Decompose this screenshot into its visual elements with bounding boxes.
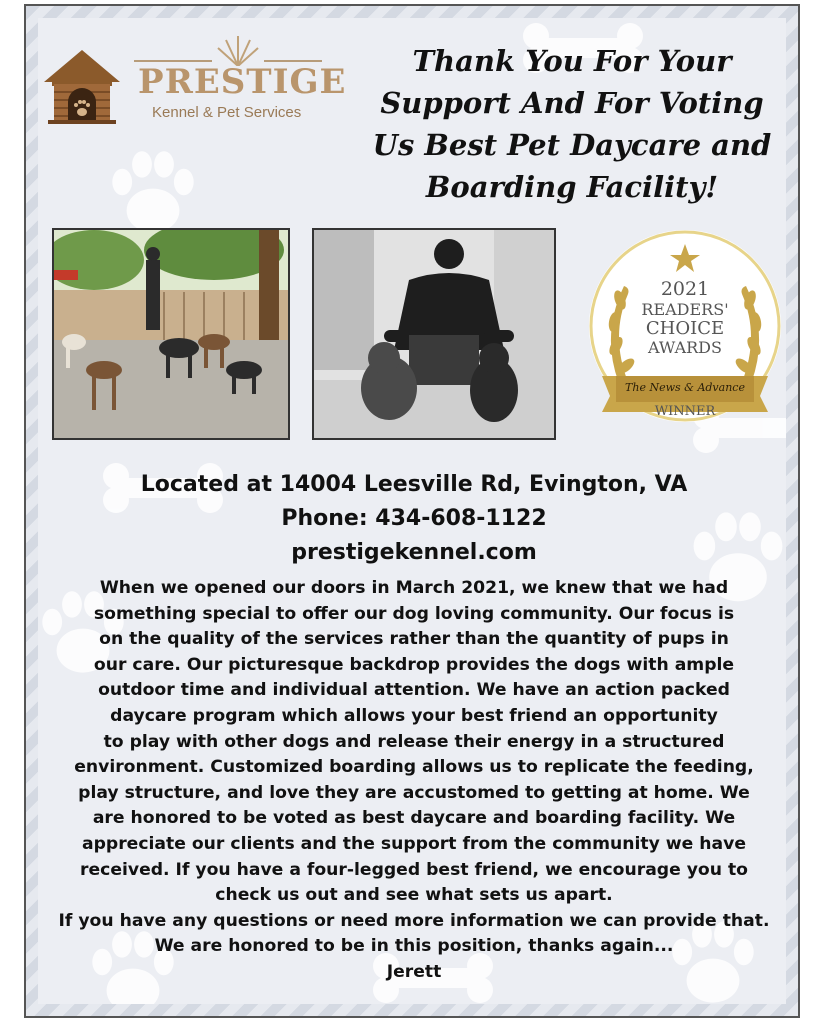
- body-line: If you have any questions or need more information we can provide that.: [58, 910, 770, 931]
- signature: Jerett: [386, 961, 442, 982]
- dog-house-icon: [42, 46, 122, 126]
- logo-subtitle: Kennel & Pet Services: [152, 104, 302, 121]
- headline-line: Us Best Pet Daycare and: [372, 128, 772, 162]
- body-line: to play with other dogs and release their energy in a structured: [103, 731, 725, 752]
- phone-number: Phone: 434-608-1122: [281, 506, 547, 531]
- award-ribbon-text: The News & Advance: [625, 381, 745, 394]
- address: Located at 14004 Leesville Rd, Evington, VA: [140, 472, 688, 497]
- readers-choice-award-badge: [580, 226, 790, 438]
- body-text: [32, 576, 796, 986]
- body-line: check us out and see what sets us apart.: [215, 885, 613, 906]
- body-line: daycare program which allows your best friend an opportunity: [110, 705, 718, 726]
- wheat-ornament-icon: [208, 32, 268, 66]
- body-line: are honored to be voted as best daycare and boarding facility. We: [92, 808, 736, 829]
- body-line: outdoor time and individual attention. We have an action packed: [98, 680, 730, 701]
- flyer-frame: [24, 4, 800, 1018]
- body-line: something special to offer our dog loving community. Our focus is: [93, 603, 735, 624]
- award-line-readers: READERS': [641, 300, 729, 319]
- body-line: on the quality of the services rather than the quantity of pups in: [99, 629, 729, 650]
- prestige-logo: [38, 28, 347, 138]
- logo-title: PRESTIGE: [138, 62, 347, 102]
- award-line-awards: AWARDS: [648, 338, 722, 357]
- headline-line: Support And For Voting: [380, 86, 764, 120]
- headline-line: Thank You For Your: [412, 44, 732, 78]
- body-line: We are honored to be in this position, thanks again...: [154, 936, 674, 957]
- body-line: environment. Customized boarding allows us to replicate the feeding,: [74, 757, 754, 778]
- website: prestigekennel.com: [291, 540, 537, 565]
- body-line: When we opened our doors in March 2021, we knew that we had: [99, 578, 729, 598]
- body-line: received. If you have a four-legged best friend, we encourage you to: [80, 859, 748, 880]
- award-winner: WINNER: [654, 404, 716, 419]
- headline-line: Boarding Facility!: [425, 170, 719, 204]
- body-line: appreciate our clients and the support from the community we have: [82, 833, 746, 854]
- headline: [344, 40, 800, 208]
- body-line: our care. Our picturesque backdrop provides the dogs with ample: [93, 654, 735, 675]
- photo-dogs-outdoor: [52, 228, 290, 440]
- award-year: 2021: [660, 278, 710, 300]
- award-line-choice: CHOICE: [645, 318, 725, 339]
- body-line: play structure, and love they are accustomed to getting at home. We: [78, 782, 750, 803]
- photo-trainer-with-dogs: [312, 228, 556, 440]
